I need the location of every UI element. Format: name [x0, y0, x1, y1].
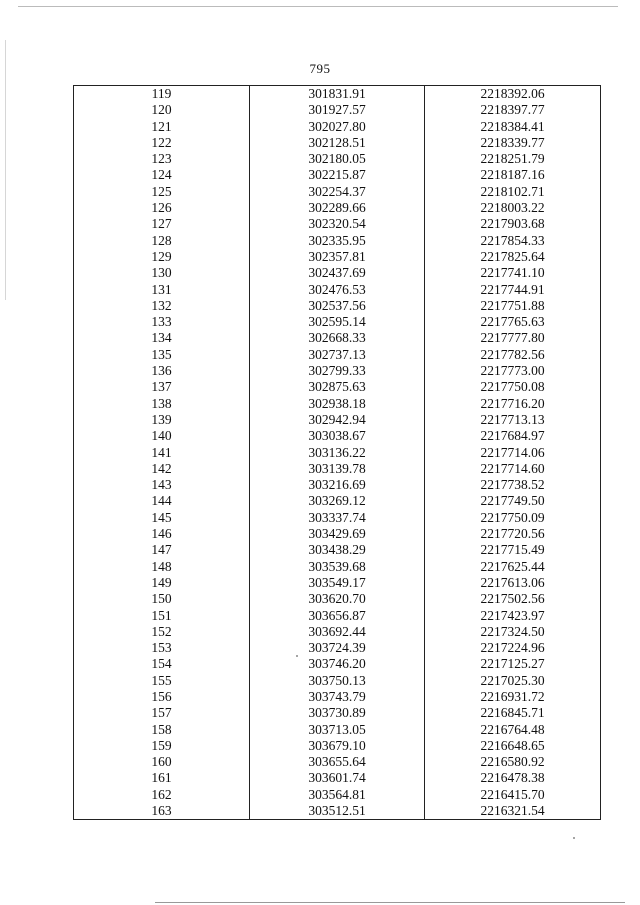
y-coordinate-cell: 2217773.00	[425, 363, 601, 379]
x-coordinate-cell: 303512.51	[250, 803, 425, 820]
y-coordinate-cell: 2217625.44	[425, 559, 601, 575]
table-row	[74, 738, 601, 754]
y-coordinate-cell: 2216931.72	[425, 689, 601, 705]
scan-speck	[573, 837, 575, 839]
point-number-cell: 119	[74, 86, 250, 103]
y-coordinate-cell: 2216478.38	[425, 770, 601, 786]
y-coordinate-cell: 2217613.06	[425, 575, 601, 591]
y-coordinate-cell: 2217903.68	[425, 216, 601, 232]
point-number-cell: 162	[74, 787, 250, 803]
y-coordinate-cell: 2217738.52	[425, 477, 601, 493]
y-coordinate-cell: 2218339.77	[425, 135, 601, 151]
table-row	[74, 689, 601, 705]
x-coordinate-cell: 302215.87	[250, 167, 425, 183]
y-coordinate-cell: 2217750.09	[425, 510, 601, 526]
x-coordinate-cell: 302254.37	[250, 184, 425, 200]
table-row	[74, 233, 601, 249]
y-coordinate-cell: 2216580.92	[425, 754, 601, 770]
table-row	[74, 363, 601, 379]
x-coordinate-cell: 303655.64	[250, 754, 425, 770]
x-coordinate-cell: 301831.91	[250, 86, 425, 103]
y-coordinate-cell: 2217749.50	[425, 493, 601, 509]
point-number-cell: 136	[74, 363, 250, 379]
y-coordinate-cell: 2217782.56	[425, 347, 601, 363]
point-number-cell: 160	[74, 754, 250, 770]
point-number-cell: 161	[74, 770, 250, 786]
y-coordinate-cell: 2217713.13	[425, 412, 601, 428]
scan-edge-left	[5, 40, 6, 300]
point-number-cell: 121	[74, 119, 250, 135]
x-coordinate-cell: 303139.78	[250, 461, 425, 477]
x-coordinate-cell: 303620.70	[250, 591, 425, 607]
table-row	[74, 510, 601, 526]
x-coordinate-cell: 303730.89	[250, 705, 425, 721]
point-number-cell: 147	[74, 542, 250, 558]
y-coordinate-cell: 2217720.56	[425, 526, 601, 542]
x-coordinate-cell: 302799.33	[250, 363, 425, 379]
coordinates-table-container	[73, 85, 600, 820]
table-row	[74, 184, 601, 200]
table-row	[74, 167, 601, 183]
table-row	[74, 656, 601, 672]
y-coordinate-cell: 2217751.88	[425, 298, 601, 314]
table-row	[74, 640, 601, 656]
table-row	[74, 396, 601, 412]
x-coordinate-cell: 302476.53	[250, 282, 425, 298]
x-coordinate-cell: 302737.13	[250, 347, 425, 363]
x-coordinate-cell: 302875.63	[250, 379, 425, 395]
point-number-cell: 128	[74, 233, 250, 249]
y-coordinate-cell: 2217125.27	[425, 656, 601, 672]
x-coordinate-cell: 302537.56	[250, 298, 425, 314]
table-row	[74, 282, 601, 298]
y-coordinate-cell: 2217715.49	[425, 542, 601, 558]
table-row	[74, 624, 601, 640]
x-coordinate-cell: 303746.20	[250, 656, 425, 672]
point-number-cell: 133	[74, 314, 250, 330]
point-number-cell: 138	[74, 396, 250, 412]
x-coordinate-cell: 302128.51	[250, 135, 425, 151]
table-row	[74, 102, 601, 118]
point-number-cell: 150	[74, 591, 250, 607]
point-number-cell: 158	[74, 722, 250, 738]
table-row	[74, 265, 601, 281]
x-coordinate-cell: 301927.57	[250, 102, 425, 118]
table-row	[74, 314, 601, 330]
point-number-cell: 129	[74, 249, 250, 265]
x-coordinate-cell: 303750.13	[250, 673, 425, 689]
y-coordinate-cell: 2217716.20	[425, 396, 601, 412]
table-row	[74, 493, 601, 509]
point-number-cell: 155	[74, 673, 250, 689]
table-row	[74, 526, 601, 542]
x-coordinate-cell: 303724.39	[250, 640, 425, 656]
table-row	[74, 787, 601, 803]
point-number-cell: 143	[74, 477, 250, 493]
point-number-cell: 134	[74, 330, 250, 346]
y-coordinate-cell: 2217423.97	[425, 608, 601, 624]
point-number-cell: 163	[74, 803, 250, 820]
x-coordinate-cell: 303549.17	[250, 575, 425, 591]
table-row	[74, 461, 601, 477]
point-number-cell: 124	[74, 167, 250, 183]
point-number-cell: 144	[74, 493, 250, 509]
x-coordinate-cell: 302180.05	[250, 151, 425, 167]
x-coordinate-cell: 302595.14	[250, 314, 425, 330]
x-coordinate-cell: 303679.10	[250, 738, 425, 754]
table-row	[74, 119, 601, 135]
x-coordinate-cell: 303564.81	[250, 787, 425, 803]
point-number-cell: 126	[74, 200, 250, 216]
table-row	[74, 722, 601, 738]
table-row	[74, 298, 601, 314]
point-number-cell: 122	[74, 135, 250, 151]
point-number-cell: 140	[74, 428, 250, 444]
y-coordinate-cell: 2217825.64	[425, 249, 601, 265]
point-number-cell: 146	[74, 526, 250, 542]
table-row	[74, 770, 601, 786]
table-row	[74, 347, 601, 363]
coordinates-table-body	[74, 86, 601, 820]
y-coordinate-cell: 2216845.71	[425, 705, 601, 721]
x-coordinate-cell: 302437.69	[250, 265, 425, 281]
table-row	[74, 673, 601, 689]
point-number-cell: 153	[74, 640, 250, 656]
table-row	[74, 608, 601, 624]
point-number-cell: 159	[74, 738, 250, 754]
coordinates-table	[73, 85, 601, 820]
y-coordinate-cell: 2217765.63	[425, 314, 601, 330]
point-number-cell: 148	[74, 559, 250, 575]
x-coordinate-cell: 302942.94	[250, 412, 425, 428]
table-row	[74, 135, 601, 151]
x-coordinate-cell: 303438.29	[250, 542, 425, 558]
table-row	[74, 542, 601, 558]
table-row	[74, 803, 601, 820]
x-coordinate-cell: 303713.05	[250, 722, 425, 738]
x-coordinate-cell: 303216.69	[250, 477, 425, 493]
point-number-cell: 152	[74, 624, 250, 640]
y-coordinate-cell: 2216648.65	[425, 738, 601, 754]
point-number-cell: 139	[74, 412, 250, 428]
point-number-cell: 145	[74, 510, 250, 526]
point-number-cell: 137	[74, 379, 250, 395]
table-row	[74, 575, 601, 591]
y-coordinate-cell: 2218397.77	[425, 102, 601, 118]
y-coordinate-cell: 2217324.50	[425, 624, 601, 640]
table-row	[74, 249, 601, 265]
table-row	[74, 705, 601, 721]
point-number-cell: 131	[74, 282, 250, 298]
point-number-cell: 151	[74, 608, 250, 624]
x-coordinate-cell: 302668.33	[250, 330, 425, 346]
point-number-cell: 157	[74, 705, 250, 721]
y-coordinate-cell: 2218384.41	[425, 119, 601, 135]
x-coordinate-cell: 302289.66	[250, 200, 425, 216]
y-coordinate-cell: 2217750.08	[425, 379, 601, 395]
x-coordinate-cell: 302938.18	[250, 396, 425, 412]
y-coordinate-cell: 2217777.80	[425, 330, 601, 346]
point-number-cell: 120	[74, 102, 250, 118]
y-coordinate-cell: 2217744.91	[425, 282, 601, 298]
table-row	[74, 591, 601, 607]
x-coordinate-cell: 303743.79	[250, 689, 425, 705]
y-coordinate-cell: 2217854.33	[425, 233, 601, 249]
table-row	[74, 379, 601, 395]
x-coordinate-cell: 303038.67	[250, 428, 425, 444]
y-coordinate-cell: 2217741.10	[425, 265, 601, 281]
point-number-cell: 142	[74, 461, 250, 477]
table-row	[74, 330, 601, 346]
y-coordinate-cell: 2218392.06	[425, 86, 601, 103]
x-coordinate-cell: 303601.74	[250, 770, 425, 786]
y-coordinate-cell: 2218187.16	[425, 167, 601, 183]
table-row	[74, 445, 601, 461]
x-coordinate-cell: 303656.87	[250, 608, 425, 624]
point-number-cell: 135	[74, 347, 250, 363]
y-coordinate-cell: 2217714.60	[425, 461, 601, 477]
y-coordinate-cell: 2217502.56	[425, 591, 601, 607]
table-row	[74, 754, 601, 770]
y-coordinate-cell: 2217224.96	[425, 640, 601, 656]
y-coordinate-cell: 2218003.22	[425, 200, 601, 216]
point-number-cell: 156	[74, 689, 250, 705]
y-coordinate-cell: 2217025.30	[425, 673, 601, 689]
table-row	[74, 412, 601, 428]
x-coordinate-cell: 302357.81	[250, 249, 425, 265]
table-row	[74, 86, 601, 103]
x-coordinate-cell: 303269.12	[250, 493, 425, 509]
x-coordinate-cell: 302320.54	[250, 216, 425, 232]
x-coordinate-cell: 303337.74	[250, 510, 425, 526]
point-number-cell: 127	[74, 216, 250, 232]
point-number-cell: 149	[74, 575, 250, 591]
y-coordinate-cell: 2216321.54	[425, 803, 601, 820]
y-coordinate-cell: 2217714.06	[425, 445, 601, 461]
table-row	[74, 216, 601, 232]
y-coordinate-cell: 2217684.97	[425, 428, 601, 444]
point-number-cell: 130	[74, 265, 250, 281]
point-number-cell: 141	[74, 445, 250, 461]
x-coordinate-cell: 303539.68	[250, 559, 425, 575]
point-number-cell: 123	[74, 151, 250, 167]
y-coordinate-cell: 2218251.79	[425, 151, 601, 167]
y-coordinate-cell: 2216415.70	[425, 787, 601, 803]
point-number-cell: 125	[74, 184, 250, 200]
scan-edge-top	[18, 6, 618, 7]
table-row	[74, 151, 601, 167]
y-coordinate-cell: 2216764.48	[425, 722, 601, 738]
x-coordinate-cell: 302335.95	[250, 233, 425, 249]
x-coordinate-cell: 303429.69	[250, 526, 425, 542]
scan-edge-bottom	[155, 902, 625, 903]
x-coordinate-cell: 303692.44	[250, 624, 425, 640]
x-coordinate-cell: 302027.80	[250, 119, 425, 135]
table-row	[74, 559, 601, 575]
y-coordinate-cell: 2218102.71	[425, 184, 601, 200]
x-coordinate-cell: 303136.22	[250, 445, 425, 461]
table-row	[74, 428, 601, 444]
table-row	[74, 200, 601, 216]
table-row	[74, 477, 601, 493]
page-number: 795	[309, 61, 331, 76]
point-number-cell: 154	[74, 656, 250, 672]
point-number-cell: 132	[74, 298, 250, 314]
